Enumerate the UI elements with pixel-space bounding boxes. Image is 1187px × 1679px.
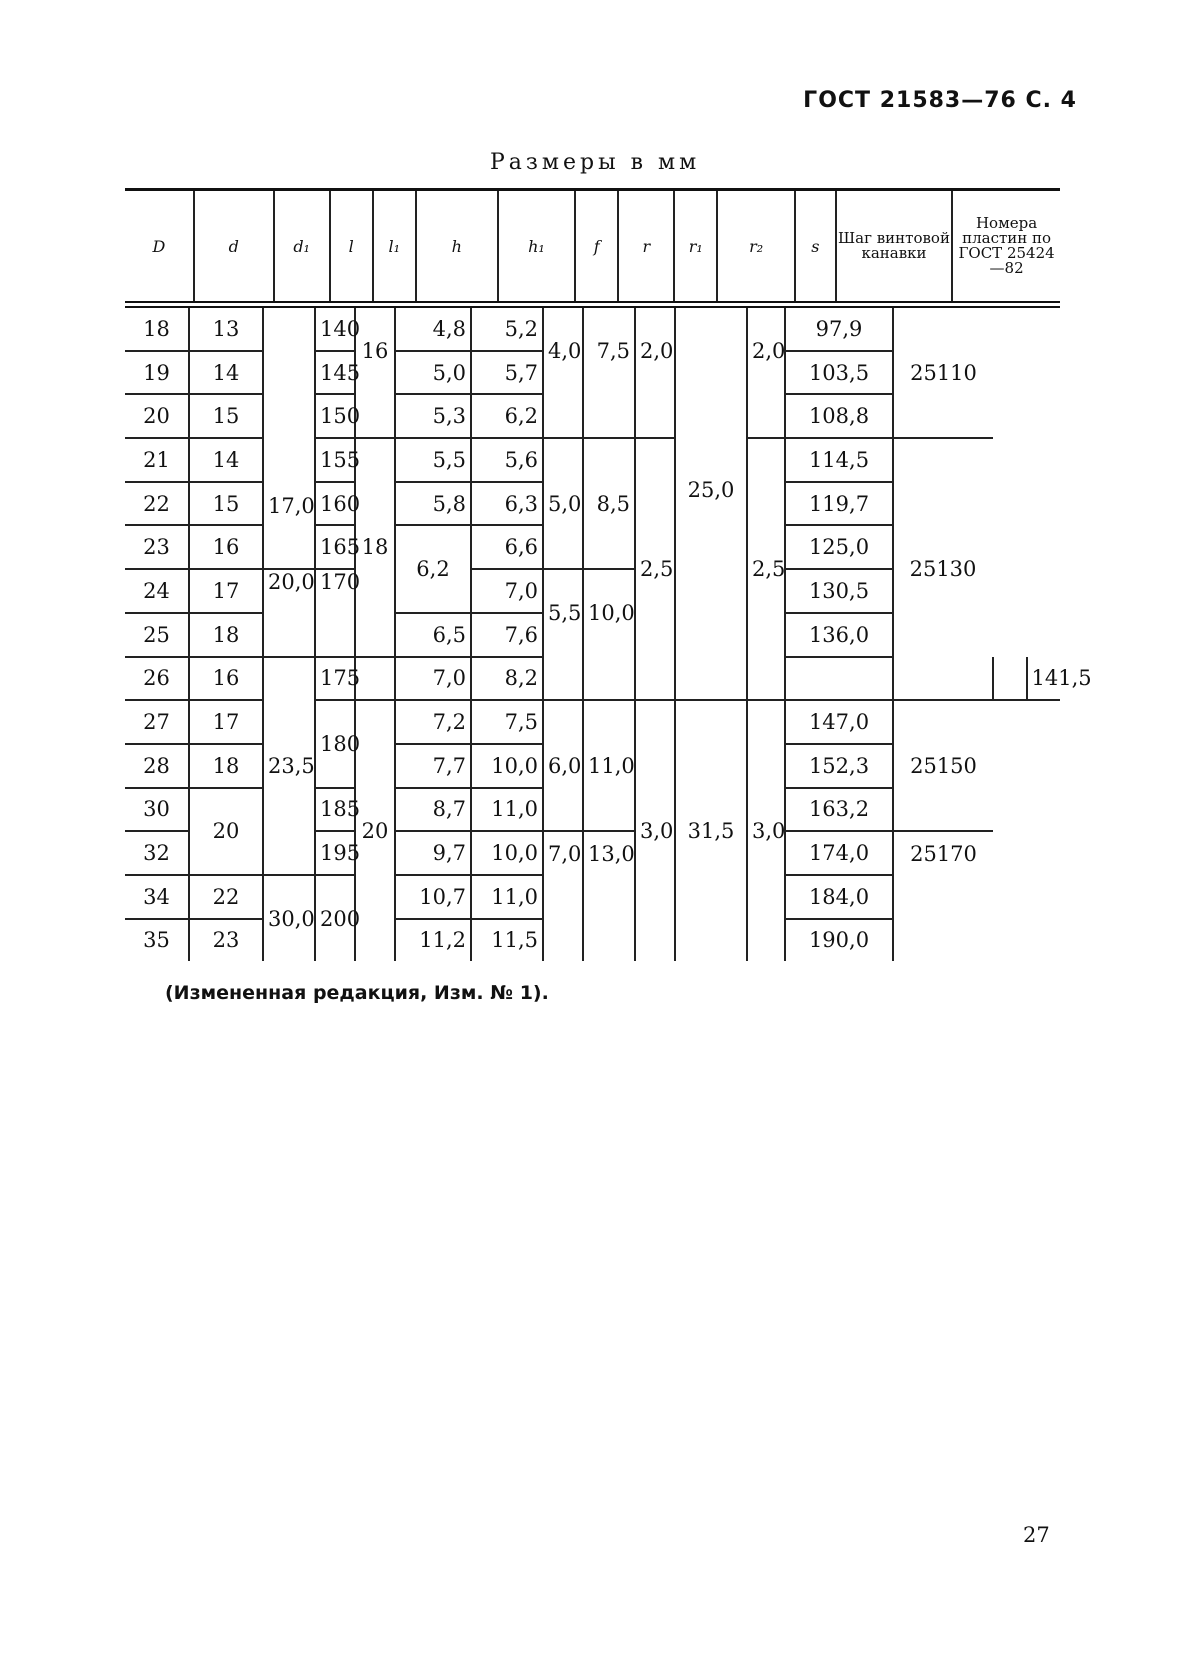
- cell-h1: 7,6: [471, 613, 543, 657]
- cell-D: 34: [125, 875, 189, 919]
- cell-l: 180: [315, 700, 355, 787]
- col-header-D: D: [152, 236, 166, 256]
- cell-h: 5,0: [395, 351, 471, 395]
- cell-h: 11,2: [395, 919, 471, 962]
- cell-h1: 6,2: [471, 394, 543, 438]
- col-header-h1: h₁: [498, 191, 576, 301]
- cell-d: 20: [189, 788, 263, 875]
- cell-d: 14: [189, 438, 263, 482]
- cell-step: 163,2: [785, 788, 893, 832]
- units-caption: Размеры в мм: [490, 150, 701, 175]
- cell-step: 108,8: [785, 394, 893, 438]
- cell-D: 21: [125, 438, 189, 482]
- cell-l: 140: [315, 308, 355, 351]
- cell-h: 7,7: [395, 744, 471, 788]
- col-header-plate: Номера пластин по ГОСТ 25424—82: [952, 191, 1060, 301]
- cell-r: 13,0: [583, 831, 635, 961]
- cell-h1: 5,6: [471, 438, 543, 482]
- cell-d: 15: [189, 394, 263, 438]
- cell-plate: 25110: [893, 308, 993, 438]
- cell-r: 10,0: [583, 569, 635, 656]
- cell-D: 22: [125, 482, 189, 526]
- cell-plate: 25130: [893, 438, 993, 700]
- cell-h: 9,7: [395, 831, 471, 875]
- header-separator-rule: [125, 301, 1060, 308]
- col-header-l1: l₁: [373, 191, 416, 301]
- cell-step: 125,0: [785, 525, 893, 569]
- cell-step: 147,0: [785, 700, 893, 744]
- cell-h: 7,0: [395, 657, 471, 701]
- cell-D: 20: [125, 394, 189, 438]
- col-header-f: f: [575, 191, 618, 301]
- cell-h1: 8,2: [471, 657, 543, 701]
- cell-h: 7,2: [395, 700, 471, 744]
- cell-D: 25: [125, 613, 189, 657]
- cell-h1: 5,2: [471, 308, 543, 351]
- cell-D: 28: [125, 744, 189, 788]
- cell-r: 11,0: [583, 700, 635, 831]
- cell-plate: 25150: [893, 700, 993, 831]
- cell-r2: 25,0: [675, 308, 747, 700]
- cell-l: 195: [315, 831, 355, 875]
- cell-step: 119,7: [785, 482, 893, 526]
- cell-l1: 20: [355, 700, 395, 961]
- cell-r1: 3,0: [635, 700, 675, 961]
- cell-step: 184,0: [785, 875, 893, 919]
- cell-step: 103,5: [785, 351, 893, 395]
- cell-f: 5,0: [543, 438, 583, 569]
- col-header-r: r: [618, 191, 674, 301]
- cell-d: 23: [189, 919, 263, 962]
- cell-h: 6,5: [395, 613, 471, 657]
- revision-note: (Измененная редакция, Изм. № 1).: [165, 982, 549, 1004]
- cell-D: 19: [125, 351, 189, 395]
- cell-h: 5,3: [395, 394, 471, 438]
- cell-l: 150: [315, 394, 355, 438]
- cell-r: 8,5: [583, 438, 635, 569]
- cell-s-dash: [993, 657, 1027, 701]
- col-header-step: Шаг винтовой канавки: [836, 191, 952, 301]
- col-header-r2: r₂: [717, 191, 795, 301]
- cell-step: 136,0: [785, 613, 893, 657]
- cell-f: 4,0: [543, 308, 583, 394]
- cell-r1-dash: [635, 394, 675, 438]
- cell-step: 97,9: [785, 308, 893, 351]
- cell-l1: 16: [355, 308, 395, 394]
- cell-D: 24: [125, 569, 189, 613]
- cell-s-dash: [747, 394, 785, 438]
- cell-h1: 7,0: [471, 569, 543, 613]
- cell-l1: 18: [355, 438, 395, 656]
- cell-h1: 6,6: [471, 525, 543, 569]
- cell-step: 174,0: [785, 831, 893, 875]
- cell-h1: 6,3: [471, 482, 543, 526]
- cell-l1-dash: [355, 394, 395, 438]
- cell-d: 18: [189, 613, 263, 657]
- cell-l: 170: [315, 569, 355, 656]
- cell-h1: 7,5: [471, 700, 543, 744]
- cell-r-dash: [583, 394, 635, 438]
- cell-d1: 20,0: [263, 569, 315, 656]
- cell-r1: 2,5: [635, 438, 675, 700]
- cell-h1: 10,0: [471, 831, 543, 875]
- cell-h1: 11,0: [471, 788, 543, 832]
- cell-s: 2,5: [747, 438, 785, 700]
- cell-d: 14: [189, 351, 263, 395]
- cell-D: 35: [143, 928, 170, 953]
- cell-D: 26: [125, 657, 189, 701]
- cell-d: 22: [189, 875, 263, 919]
- cell-r1-dash: [785, 657, 893, 701]
- cell-d: 16: [189, 657, 263, 701]
- cell-r-dash: [583, 657, 635, 701]
- cell-h: 10,7: [395, 875, 471, 919]
- cell-f-dash: [543, 394, 583, 438]
- cell-d: 13: [189, 308, 263, 351]
- col-header-s: s: [795, 191, 836, 301]
- cell-h: 5,8: [395, 482, 471, 526]
- cell-step: 152,3: [785, 744, 893, 788]
- cell-s: 3,0: [747, 700, 785, 961]
- cell-h1: 11,0: [471, 875, 543, 919]
- cell-h: 6,2: [395, 525, 471, 612]
- cell-f: 7,0: [543, 831, 583, 961]
- cell-h: 4,8: [395, 308, 471, 351]
- cell-l: 185: [315, 788, 355, 832]
- cell-d: 17: [189, 569, 263, 613]
- cell-step: 114,5: [785, 438, 893, 482]
- table-row: [125, 308, 1060, 351]
- cell-plate: 25170: [893, 831, 993, 961]
- col-header-d1: d₁: [274, 191, 330, 301]
- cell-h1: 5,7: [471, 351, 543, 395]
- page-number: 27: [1023, 1523, 1050, 1547]
- cell-l1-dash: [355, 657, 395, 701]
- cell-d1: 30,0: [263, 875, 315, 961]
- cell-r2: 31,5: [675, 700, 747, 961]
- cell-d1: 17,0: [263, 308, 315, 569]
- cell-s: 2,0: [747, 308, 785, 394]
- cell-d: 17: [189, 700, 263, 744]
- cell-step: 141,5: [1027, 657, 1061, 701]
- cell-D: 27: [125, 700, 189, 744]
- cell-l: 175: [315, 657, 355, 701]
- cell-f-dash: [543, 657, 583, 701]
- cell-step: 190,0: [785, 919, 893, 962]
- cell-r1: 2,0: [635, 308, 675, 394]
- col-header-h: h: [416, 191, 498, 301]
- cell-h: 5,5: [395, 438, 471, 482]
- cell-l: 155: [315, 438, 355, 482]
- cell-l: 165: [315, 525, 355, 569]
- document-code: ГОСТ 21583—76 С. 4: [803, 88, 1077, 113]
- cell-d: 15: [189, 482, 263, 526]
- cell-f: 5,5: [543, 569, 583, 656]
- cell-D: 23: [125, 525, 189, 569]
- cell-l: 160: [315, 482, 355, 526]
- dimensions-table: [125, 188, 1092, 961]
- cell-h1: 11,5: [471, 919, 543, 962]
- cell-d: 18: [189, 744, 263, 788]
- col-header-d: d: [194, 191, 274, 301]
- cell-D: 18: [125, 308, 189, 351]
- cell-h: 8,7: [395, 788, 471, 832]
- cell-r: 7,5: [583, 308, 635, 394]
- cell-D: 30: [125, 788, 189, 832]
- col-header-r1: r₁: [674, 191, 717, 301]
- cell-f: 6,0: [543, 700, 583, 831]
- cell-d: 16: [189, 525, 263, 569]
- cell-D: 32: [125, 831, 189, 875]
- cell-step: 130,5: [785, 569, 893, 613]
- cell-h1: 10,0: [471, 744, 543, 788]
- cell-d1: 23,5: [263, 657, 315, 875]
- cell-l: 200: [315, 875, 355, 961]
- col-header-l: l: [330, 191, 373, 301]
- cell-l: 145: [315, 351, 355, 395]
